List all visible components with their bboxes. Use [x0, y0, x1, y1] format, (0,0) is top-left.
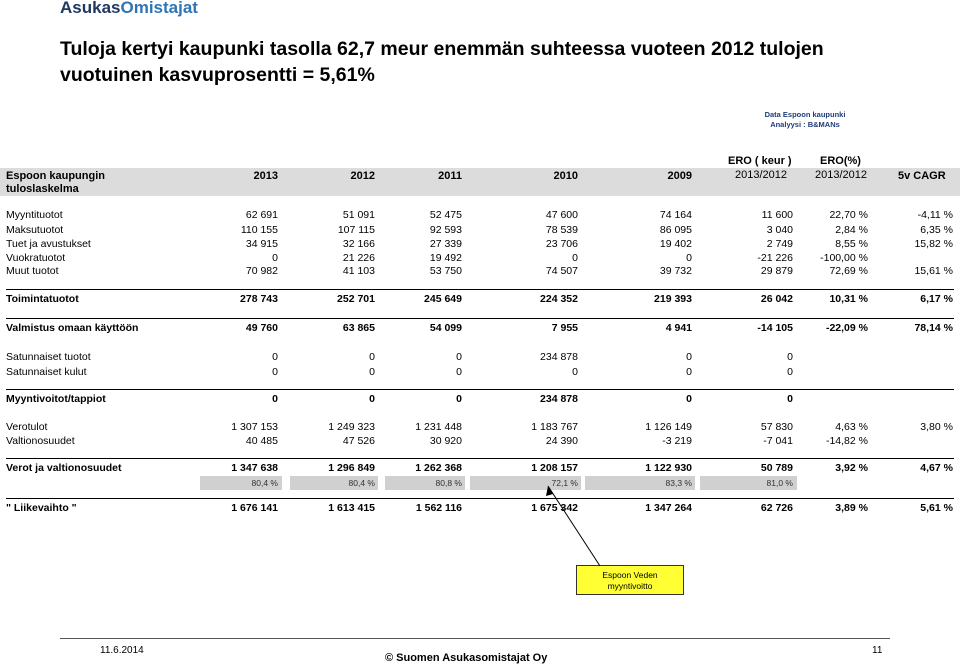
- cell-value: -3 219: [662, 435, 692, 447]
- cell-ero: 0: [787, 393, 793, 405]
- cell-value: 234 878: [540, 393, 578, 405]
- cell-pct: 3,92 %: [835, 462, 868, 474]
- cell-value: 0: [456, 351, 462, 363]
- cell-pct: -22,09 %: [825, 322, 868, 334]
- cell-pct: 4,63 %: [835, 421, 868, 433]
- cell-pct: -100,00 %: [820, 252, 868, 264]
- cell-ero: 50 789: [760, 462, 793, 474]
- header-year: 2011: [438, 170, 462, 182]
- row-label: Myyntivoitot/tappiot: [6, 393, 106, 405]
- cell-value: 224 352: [540, 293, 578, 305]
- cell-value: 7 955: [551, 322, 578, 334]
- cell-value: 107 115: [337, 224, 375, 236]
- cell-value: 1 208 157: [531, 462, 578, 474]
- cell-ero: 3 040: [766, 224, 793, 236]
- cell-value: 30 920: [429, 435, 462, 447]
- cell-value: 0: [686, 366, 692, 378]
- cell-value: 1 347 264: [645, 502, 692, 514]
- cell-value: 47 526: [342, 435, 375, 447]
- cell-ero: -7 041: [763, 435, 793, 447]
- cell-value: 0: [369, 366, 375, 378]
- row-label: Toimintatuotot: [6, 293, 79, 305]
- cell-value: 219 393: [654, 293, 692, 305]
- cell-value: 54 099: [429, 322, 462, 334]
- cell-value: 63 865: [342, 322, 375, 334]
- cell-cagr: 78,14 %: [914, 322, 953, 334]
- cell-value: 21 226: [342, 252, 375, 264]
- header-ero-pct: ERO(%): [820, 155, 861, 167]
- row-label: Valtionosuudet: [6, 435, 75, 447]
- cell-value: 92 593: [429, 224, 462, 236]
- data-source-note: Data Espoon kaupunki Analyysi : B&MANs: [764, 110, 846, 129]
- cell-cagr: -4,11 %: [917, 209, 953, 221]
- cell-value: 0: [272, 366, 278, 378]
- cell-pct: 8,55 %: [835, 238, 868, 250]
- cell-ero: 2 749: [766, 238, 793, 250]
- footer-date: 11.6.2014: [100, 645, 144, 656]
- share-percent: 80,8 %: [435, 478, 462, 488]
- cell-ero: 62 726: [760, 502, 793, 514]
- cell-value: 0: [686, 393, 692, 405]
- row-label: " Liikevaihto ": [6, 502, 77, 514]
- row-label: Muut tuotot: [6, 265, 59, 277]
- cell-value: 53 750: [429, 265, 462, 277]
- cell-value: 252 701: [337, 293, 375, 305]
- cell-value: 1 307 153: [231, 421, 278, 433]
- row-label: Tuet ja avustukset: [6, 238, 91, 250]
- header-cagr: 5v CAGR: [898, 170, 946, 182]
- cell-value: 0: [572, 366, 578, 378]
- header-ero-eur: 2013/2012: [735, 169, 787, 181]
- cell-value: 62 691: [245, 209, 278, 221]
- share-percent: 80,4 %: [348, 478, 375, 488]
- cell-pct: 10,31 %: [829, 293, 868, 305]
- share-percent: 83,3 %: [665, 478, 692, 488]
- cell-ero: 0: [787, 351, 793, 363]
- cell-value: 86 095: [659, 224, 692, 236]
- share-percent: 80,4 %: [251, 478, 278, 488]
- cell-value: 245 649: [424, 293, 462, 305]
- header-ero-pct: 2013/2012: [815, 169, 867, 181]
- cell-cagr: 3,80 %: [920, 421, 953, 433]
- cell-pct: -14,82 %: [825, 435, 868, 447]
- cell-value: 1 562 116: [415, 502, 462, 514]
- share-percent: 81,0 %: [766, 478, 793, 488]
- brand-logo: AsukasOmistajat: [60, 0, 198, 17]
- cell-value: 41 103: [342, 265, 375, 277]
- cell-value: 1 249 323: [328, 421, 375, 433]
- cell-pct: 2,84 %: [835, 224, 868, 236]
- header-year: 2009: [667, 170, 692, 182]
- cell-ero: 57 830: [760, 421, 793, 433]
- cell-cagr: 15,61 %: [914, 265, 953, 277]
- callout-box: Espoon Veden myyntivoitto: [576, 565, 684, 595]
- cell-value: 1 231 448: [415, 421, 462, 433]
- cell-cagr: 6,35 %: [920, 224, 953, 236]
- cell-ero: 11 600: [761, 209, 793, 221]
- cell-value: 1 675 342: [531, 502, 578, 514]
- cell-cagr: 4,67 %: [920, 462, 953, 474]
- header-label: tuloslaskelma: [6, 183, 79, 195]
- cell-value: 278 743: [240, 293, 278, 305]
- cell-value: 51 091: [342, 209, 375, 221]
- cell-cagr: 15,82 %: [914, 238, 953, 250]
- cell-value: 32 166: [342, 238, 375, 250]
- cell-value: 0: [369, 393, 375, 405]
- header-year: 2010: [553, 170, 578, 182]
- cell-value: 110 155: [240, 224, 278, 236]
- header-label: Espoon kaupungin: [6, 170, 105, 182]
- cell-value: 49 760: [245, 322, 278, 334]
- cell-value: 19 402: [659, 238, 692, 250]
- cell-value: 34 915: [245, 238, 278, 250]
- cell-value: 0: [272, 252, 278, 264]
- cell-value: 1 126 149: [645, 421, 692, 433]
- cell-ero: 29 879: [760, 265, 793, 277]
- cell-value: 1 347 638: [231, 462, 278, 474]
- cell-cagr: 6,17 %: [920, 293, 953, 305]
- cell-value: 0: [456, 366, 462, 378]
- cell-value: 0: [369, 351, 375, 363]
- cell-value: 70 982: [245, 265, 278, 277]
- cell-value: 52 475: [429, 209, 462, 221]
- page-title: Tuloja kertyi kaupunki tasolla 62,7 meur enemmän suhteessa vuoteen 2012 tulojen vuotuinen kasvuprosentti = 5,61%: [60, 38, 824, 86]
- row-label: Verot ja valtionosuudet: [6, 462, 122, 474]
- row-label: Myyntituotot: [6, 209, 63, 221]
- row-label: Valmistus omaan käyttöön: [6, 322, 139, 334]
- header-year: 2012: [350, 170, 375, 182]
- row-label: Maksutuotot: [6, 224, 64, 236]
- cell-value: 0: [572, 252, 578, 264]
- cell-pct: 22,70 %: [829, 209, 868, 221]
- cell-value: 1 122 930: [645, 462, 692, 474]
- cell-pct: 3,89 %: [835, 502, 868, 514]
- cell-value: 1 613 415: [328, 502, 375, 514]
- cell-value: 74 164: [659, 209, 692, 221]
- cell-pct: 72,69 %: [829, 265, 868, 277]
- cell-ero: -14 105: [757, 322, 793, 334]
- header-year: 2013: [253, 170, 278, 182]
- row-label: Satunnaiset kulut: [6, 366, 87, 378]
- cell-value: 234 878: [540, 351, 578, 363]
- cell-value: 0: [456, 393, 462, 405]
- cell-value: 1 676 141: [231, 502, 278, 514]
- row-label: Vuokratuotot: [6, 252, 66, 264]
- footer-page-number: 11: [872, 645, 883, 656]
- cell-value: 1 262 368: [415, 462, 462, 474]
- header-ero-eur: ERO ( keur ): [728, 155, 792, 167]
- cell-cagr: 5,61 %: [920, 502, 953, 514]
- cell-ero: 26 042: [760, 293, 793, 305]
- cell-value: 47 600: [545, 209, 578, 221]
- cell-ero: -21 226: [757, 252, 793, 264]
- cell-value: 1 296 849: [328, 462, 375, 474]
- cell-value: 39 732: [659, 265, 692, 277]
- footer-copyright: © Suomen Asukasomistajat Oy: [385, 652, 548, 664]
- cell-value: 1 183 767: [531, 421, 578, 433]
- cell-value: 0: [272, 393, 278, 405]
- cell-value: 0: [686, 252, 692, 264]
- cell-value: 74 507: [545, 265, 578, 277]
- cell-value: 24 390: [545, 435, 578, 447]
- share-percent: 72,1 %: [551, 478, 578, 488]
- row-label: Verotulot: [6, 421, 48, 433]
- row-label: Satunnaiset tuotot: [6, 351, 91, 363]
- cell-value: 4 941: [665, 322, 692, 334]
- cell-ero: 0: [787, 366, 793, 378]
- cell-value: 0: [272, 351, 278, 363]
- cell-value: 19 492: [429, 252, 462, 264]
- cell-value: 0: [686, 351, 692, 363]
- cell-value: 40 485: [245, 435, 278, 447]
- cell-value: 27 339: [429, 238, 462, 250]
- footer-rule: [60, 638, 890, 639]
- cell-value: 23 706: [545, 238, 578, 250]
- cell-value: 78 539: [545, 224, 578, 236]
